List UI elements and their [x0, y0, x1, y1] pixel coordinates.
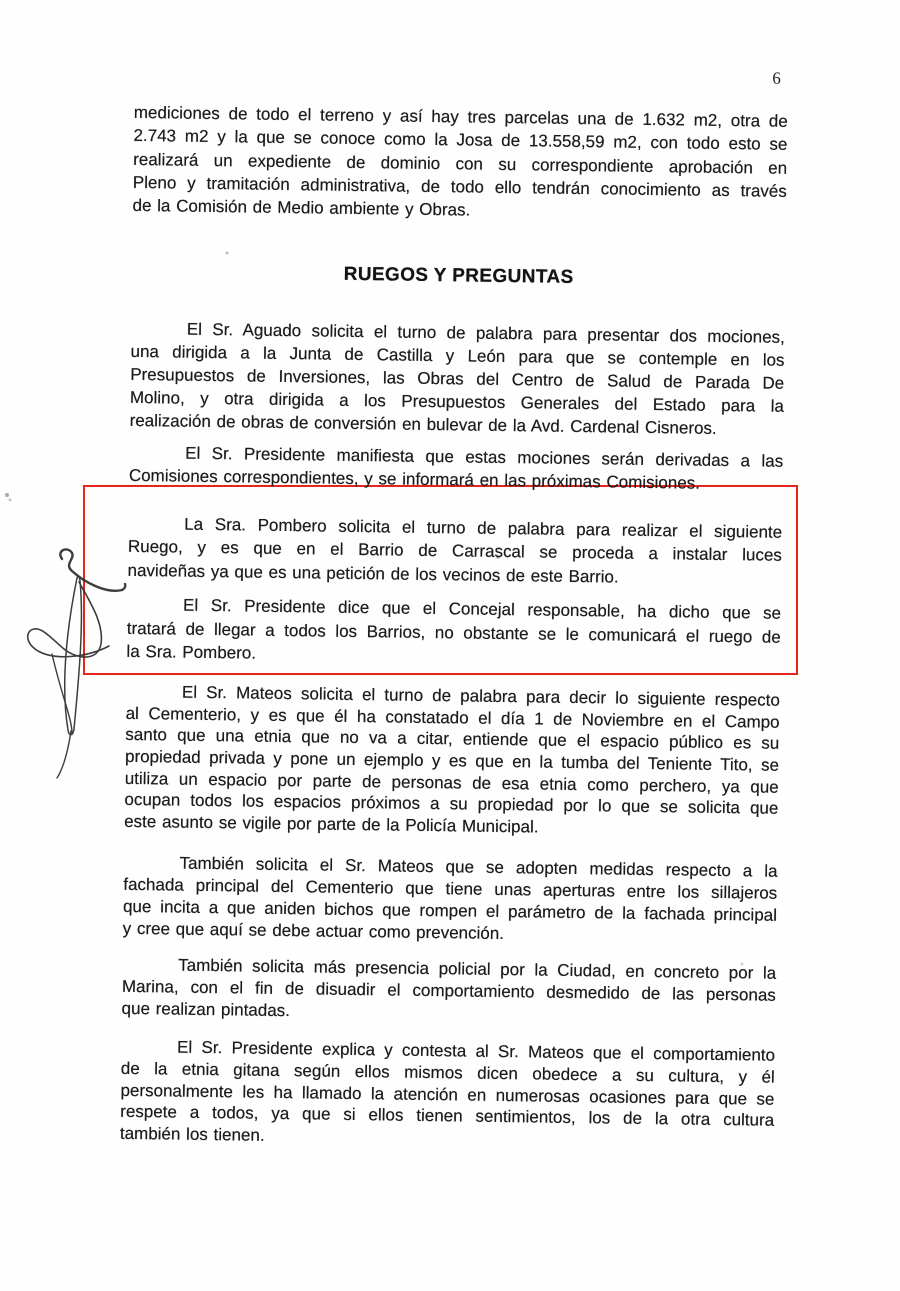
paragraph-mateos-fachada: [123, 852, 778, 949]
text-line: mediciones de todo el terreno y así hay tres parcelas una de 1.632 m2, otra de: [133, 102, 788, 131]
paragraph-presidente-mociones: [129, 441, 784, 496]
text-line: realización de obras de conversión en bulevar de la Avd. Cardenal Cisneros.: [129, 410, 717, 438]
paragraph-sr-mateos-cementerio: [124, 681, 780, 842]
text-line: 2.743 m2 y la que se conoce como la Josa de 13.558,59 m2, con todo esto se: [133, 126, 788, 155]
text-line: navideñas ya que es una petición de los vecinos de este Barrio.: [127, 560, 619, 587]
text-line: La Sra. Pombero solicita el turno de palabra para realizar el siguiente: [184, 514, 783, 542]
text-line: También solicita el Sr. Mateos que se adopten medidas respecto a la: [179, 853, 778, 881]
paragraph-presidente-concejal: [126, 593, 781, 672]
text-line: realizará un expediente de dominio con su correspondiente aprobación en: [133, 149, 788, 178]
text-line: Marina, con el fin de disuadir el comportamiento desmedido de las personas: [121, 976, 777, 1005]
text-line: También solicita más presencia policial por la Ciudad, en concreto por la: [178, 955, 777, 983]
text-line: también los tienen.: [119, 1124, 265, 1145]
text-line: Comisiones correspondientes, y se informará en las próximas Comisiones.: [128, 465, 701, 493]
text-line: personalmente les ha llamado la atención en numerosas ocasiones para que se: [120, 1080, 775, 1109]
text-line: El Sr. Mateos solicita el turno de palabra para decir lo siguiente respecto: [181, 682, 781, 710]
paragraph-mateos-policia: [121, 954, 776, 1029]
text-line: de la Comisión de Medio ambiente y Obras.: [132, 196, 471, 220]
text-line: respete a todos, ya que si ellos tienen sentimientos, los de la otra cultura: [120, 1102, 775, 1131]
text-line: que incita a que aniden bichos que rompen el parámetro de la fachada principal: [122, 896, 778, 925]
text-line: propiedad privada y pone un ejemplo y es que en la tumba del Teniente Tito, se: [124, 746, 780, 775]
text-line: Molino, y otra dirigida a los Presupuestos Generales del Estado para la: [129, 387, 785, 416]
text-line: ocupan todos los espacios próximos a su propiedad por lo que se solicita que: [124, 790, 779, 819]
paragraph-presidente-contesta: [120, 1036, 775, 1154]
handwritten-scribble: [22, 547, 127, 787]
text-line: El Sr. Presidente manifiesta que estas mociones serán derivadas a las: [185, 443, 784, 471]
text-line: El Sr. Presidente dice que el Concejal responsable, ha dicho que se: [182, 595, 782, 623]
text-line: El Sr. Presidente explica y contesta al Sr. Mateos que el comportamiento: [176, 1037, 776, 1065]
text-line: El Sr. Aguado solicita el turno de palabra para presentar dos mociones,: [186, 319, 785, 347]
text-line: de la etnia gitana según ellos mismos dicen obedece a su cultura, y él: [120, 1058, 775, 1087]
section-heading: RUEGOS Y PREGUNTAS: [343, 263, 574, 288]
text-line: que realizan pintadas.: [121, 998, 291, 1021]
text-line: Presupuestos de Inversiones, las Obras del Centro de Salud de Parada De: [130, 364, 785, 393]
paragraph-sr-aguado: [129, 318, 784, 441]
text-line: fachada principal del Cementerio que tiene unas aperturas entre los sillajeros: [123, 874, 778, 903]
text-line: utiliza un espacio por parte de personas de esa etnia como perchero, ya que: [124, 768, 779, 797]
text-line: Ruego, y es que en el Barrio de Carrascal se proceda a instalar luces: [127, 537, 782, 566]
text-line: la Sra. Pombero.: [126, 641, 257, 663]
paragraph-mediciones: [132, 101, 788, 226]
text-line: este asunto se vigile por parte de la Policía Municipal.: [124, 811, 539, 837]
text-line: santo que una etnia que no va a citar, entiende que el espacio público es su: [125, 725, 780, 754]
text-line: y cree que aquí se debe actuar como prevención.: [122, 918, 505, 944]
text-line: Pleno y tramitación administrativa, de todo ello tendrán conocimiento as través: [132, 172, 787, 201]
paragraph-sra-pombero: [127, 512, 782, 591]
text-line: al Cementerio, y es que él ha constatado el día 1 de Noviembre en el Campo: [125, 703, 780, 732]
page-number: 6: [772, 68, 781, 88]
text-line: tratará de llegar a todos los Barrios, no obstante se le comunicará el ruego de: [126, 618, 781, 647]
text-line: una dirigida a la Junta de Castilla y León para que se contemple en los: [130, 341, 785, 370]
